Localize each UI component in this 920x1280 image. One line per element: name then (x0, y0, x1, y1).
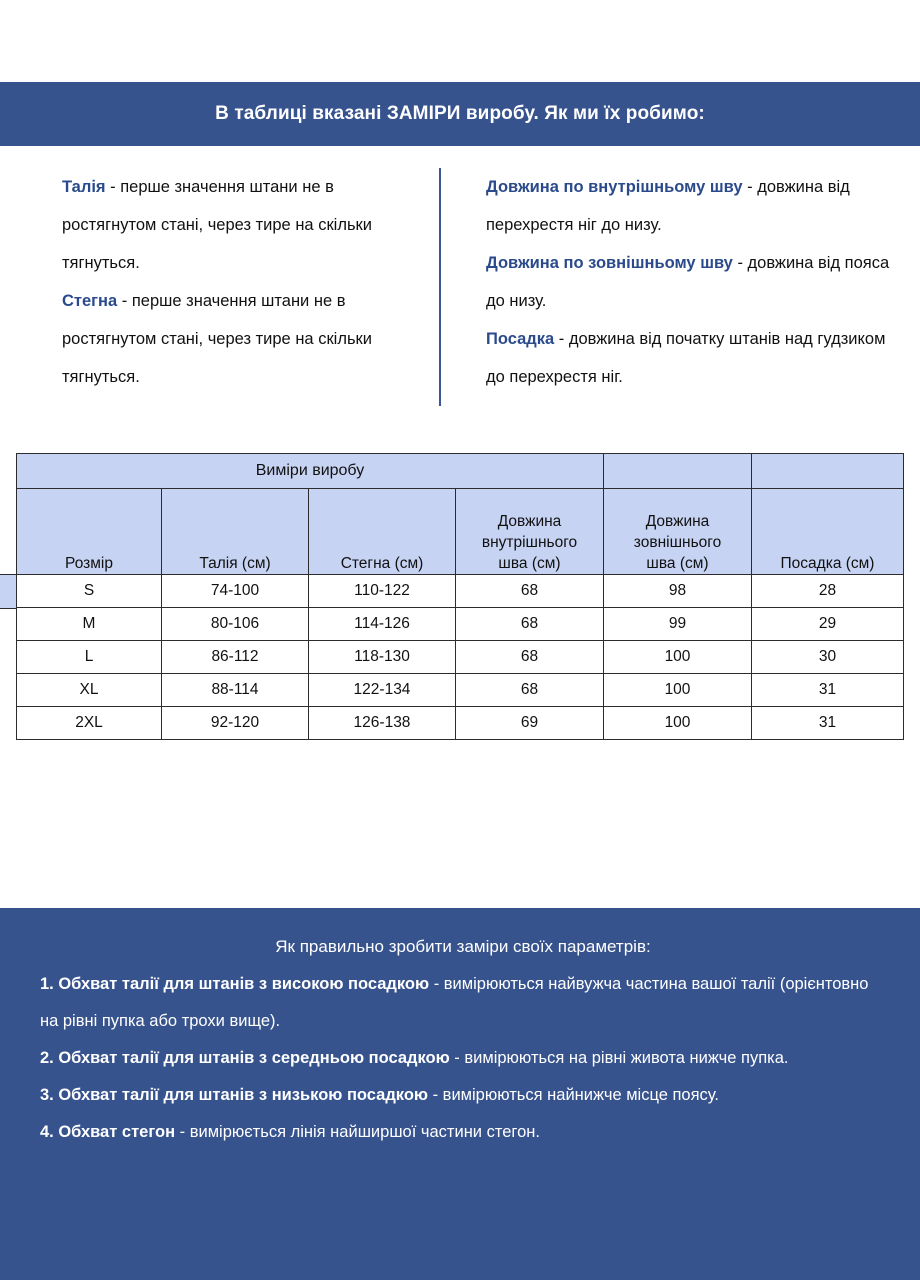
cell-rise: 31 (752, 707, 904, 740)
definition-text: - перше значення штани не в ростягнутом стані, через тире на скільки тягнуться. (62, 178, 372, 272)
cell-size: L (17, 641, 162, 674)
instruction-label: 1. Обхват талії для штанів з високою посадкою (40, 975, 430, 993)
cell-size: S (17, 575, 162, 608)
table-row (17, 707, 904, 740)
column-header-hips (309, 489, 456, 575)
column-header-text: Талія (см) (199, 555, 271, 572)
column-header-text: Посадка (см) (780, 555, 875, 572)
definition-text: - довжина від пояса до низу. (486, 254, 890, 310)
definition-item (62, 168, 418, 282)
definition-text: - довжина від перехрестя ніг до низу. (486, 178, 850, 234)
definitions-column-right (440, 160, 920, 410)
cell-size: 2XL (17, 707, 162, 740)
definitions-column-left (0, 160, 440, 410)
cell-outseam: 98 (604, 575, 752, 608)
definitions-divider (439, 168, 441, 406)
column-header-text: Стегна (см) (340, 555, 424, 572)
column-header-text: Розмір (65, 555, 113, 572)
instruction-text: - вимірюються найнижче місце поясу. (428, 1086, 719, 1104)
cell-outseam: 100 (604, 674, 752, 707)
table-row (17, 608, 904, 641)
cell-outseam: 100 (604, 641, 752, 674)
instruction-text: - вимірюються на рівні живота нижче пупка. (449, 1049, 789, 1067)
cell-hips: 118-130 (309, 641, 456, 674)
cell-inseam: 69 (456, 707, 604, 740)
top-banner-title: В таблиці вказані ЗАМІРИ виробу. Як ми їх робимо: (215, 103, 705, 124)
table-row (17, 674, 904, 707)
cell-hips: 126-138 (309, 707, 456, 740)
cell-size: M (17, 608, 162, 641)
column-header-text-line: Довжина (497, 513, 562, 530)
cell-rise: 28 (752, 575, 904, 608)
definition-item (486, 168, 900, 244)
column-header-text-line: шва (см) (498, 555, 561, 572)
cell-waist: 80-106 (162, 608, 309, 641)
definitions-section (0, 160, 920, 410)
cell-hips: 110-122 (309, 575, 456, 608)
bottom-banner-title: Як правильно зробити заміри своїх параметрів: (275, 937, 651, 956)
cell-waist: 86-112 (162, 641, 309, 674)
instruction-label: 3. Обхват талії для штанів з низькою посадкою (40, 1086, 429, 1104)
table-merged-header-row (17, 454, 904, 489)
measurements-table-wrapper (16, 453, 903, 740)
definition-item (62, 282, 418, 396)
column-header-inseam (456, 489, 604, 575)
table-merged-header-cell: Виміри виробу (17, 454, 604, 489)
bottom-banner (0, 908, 920, 1280)
cell-waist: 88-114 (162, 674, 309, 707)
measurements-table (16, 453, 904, 740)
definition-term: Довжина по внутрішньому шву (486, 178, 743, 196)
cell-waist: 92-120 (162, 707, 309, 740)
cell-outseam: 100 (604, 707, 752, 740)
instruction-item (40, 1040, 886, 1077)
definition-item (486, 320, 900, 396)
top-banner (0, 82, 920, 146)
column-header-waist (162, 489, 309, 575)
column-header-text-line: зовнішнього (633, 534, 722, 551)
table-row (17, 641, 904, 674)
cell-inseam: 68 (456, 641, 604, 674)
table-merged-header-spacer (752, 454, 904, 489)
cell-rise: 31 (752, 674, 904, 707)
cell-inseam: 68 (456, 674, 604, 707)
instruction-text: - вимірюються найвужча частина вашої талії (орієнтовно на рівні пупка або трохи вище). (40, 975, 869, 1030)
table-column-header-row (17, 489, 904, 575)
cell-outseam: 99 (604, 608, 752, 641)
table-left-gutter-stub (0, 574, 16, 609)
definition-term: Довжина по зовнішньому шву (486, 254, 733, 272)
cell-rise: 30 (752, 641, 904, 674)
definition-text: - перше значення штани не в ростягнутом стані, через тире на скільки тягнуться. (62, 292, 372, 386)
definition-item (486, 244, 900, 320)
definition-term: Талія (62, 178, 106, 196)
table-merged-header-spacer (604, 454, 752, 489)
cell-hips: 122-134 (309, 674, 456, 707)
cell-inseam: 68 (456, 575, 604, 608)
definition-term: Стегна (62, 292, 118, 310)
column-header-rise (752, 489, 904, 575)
column-header-text-line: внутрішнього (481, 534, 578, 551)
instruction-label: 4. Обхват стегон (40, 1123, 176, 1141)
definition-term: Посадка (486, 330, 555, 348)
column-header-text-line: Довжина (645, 513, 710, 530)
instruction-text: - вимірюється лінія найширшої частини стегон. (175, 1123, 540, 1141)
cell-waist: 74-100 (162, 575, 309, 608)
instruction-label: 2. Обхват талії для штанів з середньою посадкою (40, 1049, 450, 1067)
definition-text: - довжина від початку штанів над гудзиком до перехрестя ніг. (486, 330, 886, 386)
instruction-item (40, 1114, 886, 1151)
cell-hips: 114-126 (309, 608, 456, 641)
column-header-size (17, 489, 162, 575)
column-header-text-line: шва (см) (646, 555, 709, 572)
instruction-item (40, 966, 886, 1040)
cell-size: XL (17, 674, 162, 707)
cell-rise: 29 (752, 608, 904, 641)
table-row (17, 575, 904, 608)
column-header-outseam (604, 489, 752, 575)
instruction-item (40, 1077, 886, 1114)
cell-inseam: 68 (456, 608, 604, 641)
